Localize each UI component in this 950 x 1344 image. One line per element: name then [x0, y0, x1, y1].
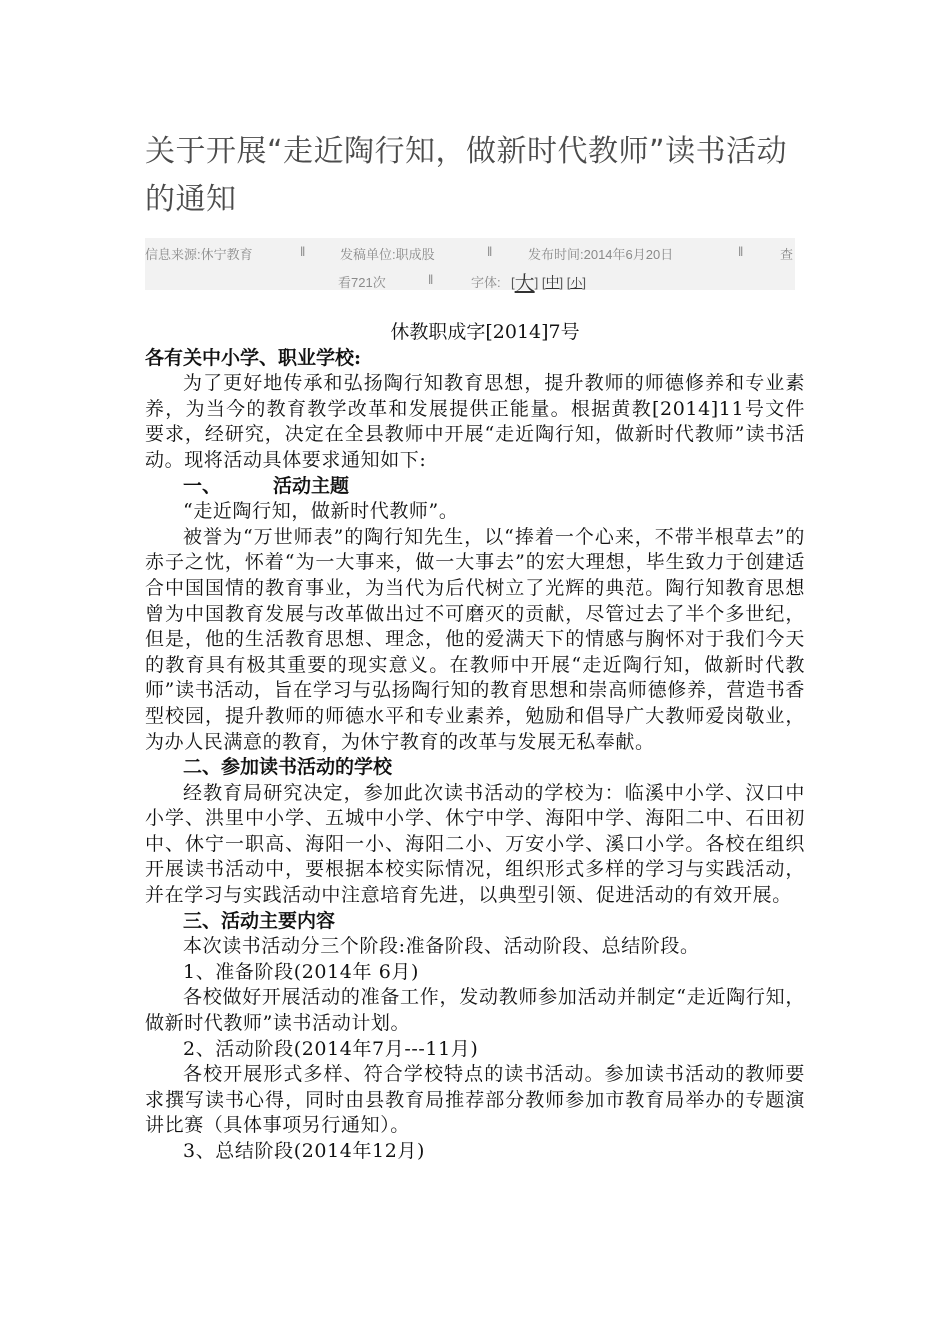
section-2-paragraph: 经教育局研究决定，参加此次读书活动的学校为：临溪中小学、汉口中小学、洪里中小学、五城中小学、休宁中学、海阳中学、海阳二中、石田初中、休宁一职高、海阳一小、海阳二小、万安小学、溪口小学。各校在组织开展读书活动中，要根据本校实际情况，组织形式多样的学习与实践活动，并在学习与实践活动中注意培育先进，以典型引领、促进活动的有效开展。	[145, 781, 805, 907]
font-size-small-link[interactable]: 小	[570, 276, 583, 290]
meta-views: 看721次	[338, 275, 386, 290]
section-heading-2: 二、参加读书活动的学校	[183, 756, 393, 779]
section-1-paragraph: 被誉为“万世师表”的陶行知先生，以“捧着一个心来，不带半根草去”的赤子之忱，怀着“为一大事来，做一大事去”的宏大理想，毕生致力于创建适合中国国情的教育事业，为当代为后代树立了光辉的典范。陶行知教育思想曾为中国教育发展与改革做出过不可磨灭的贡献，尽管过去了半个多世纪，但是，他的生活教育思想、理念，他的爱满天下的情感与胸怀对于我们今天的教育具有极其重要的现实意义。在教师中开展“走近陶行知，做新时代教师”读书活动，旨在学习与弘扬陶行知的教育思想和崇高师德修养，营造书香型校园，提升教师的师德水平和专业素养，勉励和倡导广大教师爱岗敬业，为办人民满意的教育，为休宁教育的改革与发展无私奉献。	[145, 525, 805, 753]
salutation: 各有关中小学、职业学校:	[145, 346, 362, 369]
stage-2-paragraph: 各校开展形式多样、符合学校特点的读书活动。参加读书活动的教师要求撰写读书心得，同时由县教育局推荐部分教师参加市教育局举办的专题演讲比赛（具体事项另行通知）。	[145, 1063, 805, 1137]
meta-separator: ‖	[300, 244, 306, 259]
meta-separator: ‖	[487, 244, 493, 259]
stage-1-heading: 1、准备阶段(2014年 6月)	[183, 960, 419, 983]
article-meta-bar	[145, 238, 795, 295]
font-size-medium-link[interactable]: 中	[545, 274, 560, 290]
stage-3-heading: 3、总结阶段(2014年12月)	[183, 1140, 426, 1162]
section-heading-1-number: 一、	[183, 474, 222, 497]
document-body	[145, 320, 805, 1165]
meta-source: 信息来源:休宁教育	[145, 247, 253, 262]
theme-line: “走近陶行知，做新时代教师”。	[183, 500, 459, 523]
page-title: 关于开展“走近陶行知，做新时代教师”读书活动的通知	[145, 134, 788, 217]
section-heading-1-text: 活动主题	[273, 474, 350, 497]
stage-2-heading: 2、活动阶段(2014年7月---11月)	[183, 1037, 479, 1060]
font-size-controls: [大] [中] [小]	[511, 273, 586, 295]
stage-1-paragraph: 各校做好开展活动的准备工作，发动教师参加活动并制定“走近陶行知，做新时代教师”读书活动计划。	[145, 986, 805, 1035]
font-size-large-link[interactable]: 大	[514, 273, 535, 295]
document-number: 休教职成字[2014]7号	[390, 321, 580, 343]
section-heading-3: 三、活动主要内容	[183, 909, 336, 932]
meta-row-2	[145, 272, 795, 295]
section-heading-1	[145, 474, 805, 500]
meta-view-prefix: 查	[780, 247, 794, 262]
meta-unit: 发稿单位:职成股	[340, 247, 435, 262]
meta-separator: ‖	[428, 272, 434, 287]
intro-paragraph: 为了更好地传承和弘扬陶行知教育思想，提升教师的师德修养和专业素养，为当今的教育教学改革和发展提供正能量。根据黄教[2014]11号文件要求，经研究，决定在全县教师中开展“走近陶行知，做新时代教师”读书活动。现将活动具体要求通知如下:	[145, 372, 805, 471]
meta-row-1	[145, 244, 795, 264]
meta-font-label: 字体:	[471, 275, 501, 290]
meta-date: 发布时间:2014年6月20日	[528, 247, 674, 262]
meta-separator: ‖	[738, 244, 744, 259]
section-3-intro: 本次读书活动分三个阶段:准备阶段、活动阶段、总结阶段。	[183, 935, 700, 958]
